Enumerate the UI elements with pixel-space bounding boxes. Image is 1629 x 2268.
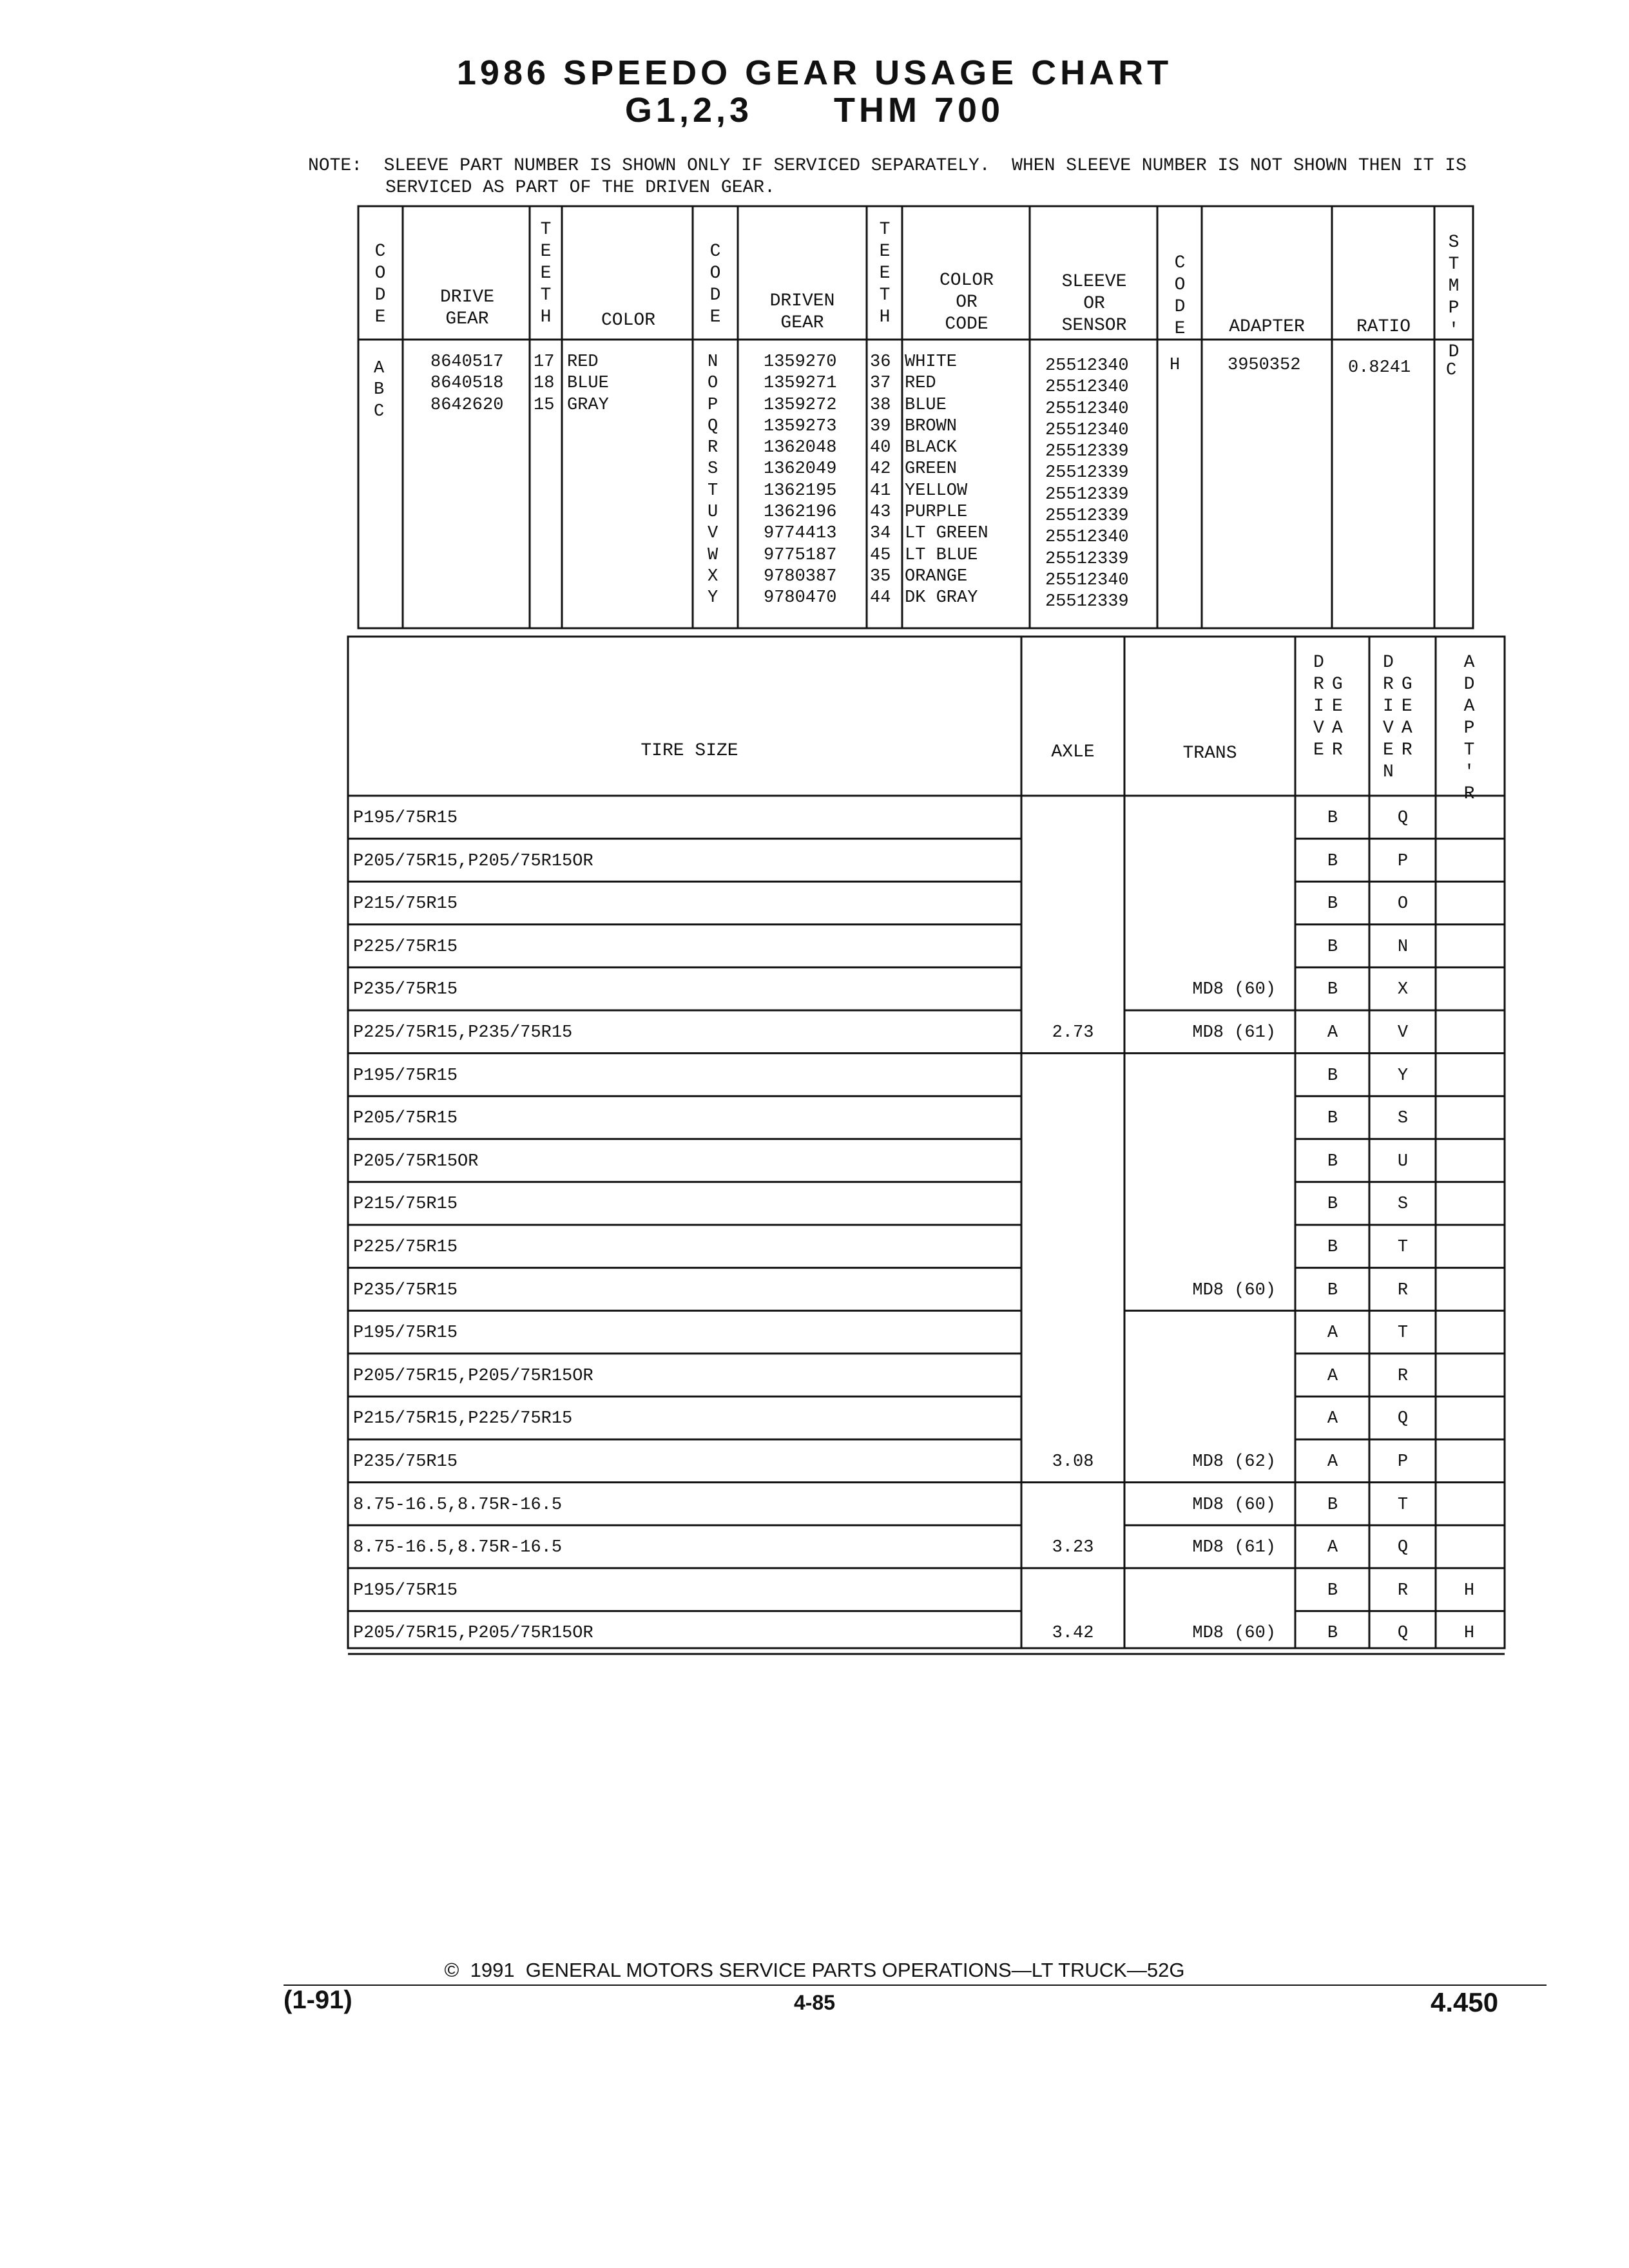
- drive-gear-cell: B: [1327, 1066, 1338, 1086]
- drive-gear-cell: B: [1327, 894, 1338, 914]
- tire-size-cell: P215/75R15,P225/75R15: [353, 1409, 573, 1429]
- tire-size-cell: P235/75R15: [353, 1280, 458, 1300]
- teeth-header-2: T E E T H: [879, 220, 891, 327]
- driven-gear-header-1: DRIVEN: [769, 291, 835, 311]
- driven-gear-cell: S: [1397, 1109, 1409, 1129]
- axle-cell: 2.73: [1052, 1023, 1094, 1043]
- tire-size-cell: P195/75R15: [353, 1066, 458, 1086]
- drive-code-list: A B C: [374, 359, 385, 421]
- teeth-header: T E E T H: [540, 220, 552, 327]
- tire-size-cell: P225/75R15,P235/75R15: [353, 1023, 573, 1043]
- driven-gear-cell: Q: [1397, 809, 1409, 828]
- drive-gear-cell: A: [1327, 1452, 1338, 1472]
- trans-cell: MD8 (60): [1192, 1624, 1276, 1644]
- driven-teeth-list: 36 37 38 39 40 42 41 43 34 45 35 44: [870, 352, 891, 608]
- footer-copyright: © 1991 GENERAL MOTORS SERVICE PARTS OPERATIONS—LT TRUCK—52G: [432, 1959, 1198, 1981]
- color-code-header-3: CODE: [945, 314, 988, 334]
- tire-size-cell: P235/75R15: [353, 1452, 458, 1472]
- tire-size-cell: P215/75R15: [353, 894, 458, 914]
- drive-gear-cell: B: [1327, 980, 1338, 1000]
- note-line-2: SERVICED AS PART OF THE DRIVEN GEAR.: [385, 178, 775, 198]
- drive-gear-cell: B: [1327, 1624, 1338, 1644]
- axle-cell: 3.23: [1052, 1538, 1094, 1558]
- stmpd-header: S T M P ' D: [1448, 233, 1460, 362]
- driven-gear-cell: T: [1397, 1495, 1409, 1515]
- tire-size-cell: P225/75R15: [353, 1238, 458, 1257]
- adapter-header: ADAPTER: [1229, 317, 1305, 337]
- driven-gear-header-2: GEAR: [780, 313, 824, 333]
- drive-gear-cell: B: [1327, 1495, 1338, 1515]
- driven-gear-cell: T: [1397, 1238, 1409, 1257]
- drive-gear-cell: B: [1327, 1238, 1338, 1257]
- tire-size-cell: 8.75-16.5,8.75R-16.5: [353, 1495, 563, 1515]
- driven-code-list: N O P Q R S T U V W X Y: [708, 352, 718, 608]
- sleeve-header-3: SENSOR: [1061, 316, 1127, 336]
- drive-gear-cell: B: [1327, 1195, 1338, 1215]
- drive-gear-list: 8640517 8640518 8642620: [430, 352, 504, 415]
- driven-gear-cell: R: [1397, 1581, 1409, 1600]
- drive-gear-cell: A: [1327, 1023, 1338, 1043]
- adapter-number: 3950352: [1228, 356, 1301, 375]
- drive-gear-cell: B: [1327, 1280, 1338, 1300]
- driven-gear-cell: V: [1397, 1023, 1409, 1043]
- tire-size-cell: P205/75R15OR: [353, 1151, 479, 1171]
- footer-copyright-wrap: [0, 1959, 1629, 1982]
- tire-size-cell: P235/75R15: [353, 980, 458, 1000]
- tire-size-cell: P195/75R15: [353, 1581, 458, 1600]
- footer-page: 4-85: [793, 1991, 836, 2014]
- driven-gear-cell: P: [1397, 1452, 1409, 1472]
- axle-cell: 3.42: [1052, 1624, 1094, 1644]
- tire-size-cell: P225/75R15: [353, 937, 458, 957]
- driven-gear-cell: Q: [1397, 1538, 1409, 1558]
- trans-cell: MD8 (60): [1192, 1495, 1276, 1515]
- adapter-cell: H: [1463, 1581, 1475, 1600]
- page-title: 1986 SPEEDO GEAR USAGE CHART: [456, 53, 1173, 92]
- tire-size-cell: P195/75R15: [353, 1323, 458, 1343]
- trans-cell: MD8 (61): [1192, 1538, 1276, 1558]
- tire-size-cell: P205/75R15: [353, 1109, 458, 1129]
- adapter-col-header: A D A P T ' R: [1463, 653, 1475, 804]
- tire-size-cell: P205/75R15,P205/75R15OR: [353, 851, 593, 871]
- code-header-2: C O D E: [709, 242, 721, 327]
- driven-color-list: WHITE RED BLUE BROWN BLACK GREEN YELLOW PURPLE LT GREEN LT BLUE ORANGE DK GRAY: [905, 352, 988, 608]
- color-code-header-1: COLOR: [939, 271, 994, 291]
- page-subtitle: G1,2,3 THM 700: [624, 91, 1005, 130]
- driven-gear-cell: Q: [1397, 1624, 1409, 1644]
- drive-gear-cell: A: [1327, 1538, 1338, 1558]
- code-header: C O D E: [374, 242, 386, 327]
- drive-gear-header: D R I V E G E A R: [1313, 653, 1343, 760]
- driven-gear-cell: R: [1397, 1366, 1409, 1386]
- driven-gear-list: 1359270 1359271 1359272 1359273 1362048 1362049 1362195 1362196 9774413 9775187 9780387 9780470: [764, 352, 837, 608]
- trans-header: TRANS: [1182, 744, 1237, 764]
- tire-size-cell: P205/75R15,P205/75R15OR: [353, 1366, 593, 1386]
- axle-cell: 3.08: [1052, 1452, 1094, 1472]
- sleeve-list: 25512340 25512340 25512340 25512340 25512339 25512339 25512339 25512339 25512340 25512339 25512340 25512339: [1045, 356, 1129, 612]
- drive-gear-cell: B: [1327, 851, 1338, 871]
- driven-gear-cell: Y: [1397, 1066, 1409, 1086]
- driven-gear-cell: S: [1397, 1195, 1409, 1215]
- driven-gear-cell: R: [1397, 1280, 1409, 1300]
- drive-gear-cell: B: [1327, 1109, 1338, 1129]
- note-line-1: NOTE: SLEEVE PART NUMBER IS SHOWN ONLY IF SERVICED SEPARATELY. WHEN SLEEVE NUMBER IS NOT SHOWN THEN IT IS: [308, 156, 1467, 176]
- drive-color-list: RED BLUE GRAY: [567, 352, 609, 415]
- drive-gear-cell: A: [1327, 1323, 1338, 1343]
- adapter-code: H: [1170, 356, 1181, 375]
- trans-cell: MD8 (61): [1192, 1023, 1276, 1043]
- tire-size-cell: 8.75-16.5,8.75R-16.5: [353, 1538, 563, 1558]
- driven-gear-cell: U: [1397, 1151, 1409, 1171]
- drive-teeth-list: 17 18 15: [534, 352, 555, 415]
- tire-size-header: TIRE SIZE: [641, 741, 738, 761]
- sleeve-header-1: SLEEVE: [1061, 272, 1127, 292]
- tire-size-cell: P205/75R15,P205/75R15OR: [353, 1624, 593, 1644]
- axle-header: AXLE: [1051, 742, 1095, 762]
- ratio-header: RATIO: [1356, 317, 1411, 337]
- tire-size-cell: P195/75R15: [353, 809, 458, 828]
- driven-gear-cell: X: [1397, 980, 1409, 1000]
- driven-gear-cell: Q: [1397, 1409, 1409, 1429]
- trans-cell: MD8 (60): [1192, 980, 1276, 1000]
- code-header-3: C O D E: [1174, 253, 1186, 339]
- tire-size-cell: P215/75R15: [353, 1195, 458, 1215]
- driven-gear-cell: T: [1397, 1323, 1409, 1343]
- trans-cell: MD8 (62): [1192, 1452, 1276, 1472]
- drive-gear-cell: B: [1327, 937, 1338, 957]
- trans-cell: MD8 (60): [1192, 1280, 1276, 1300]
- driven-gear-cell: P: [1397, 851, 1409, 871]
- color-code-header-2: OR: [956, 293, 978, 312]
- driven-gear-cell: O: [1397, 894, 1409, 914]
- color-header: COLOR: [601, 311, 655, 331]
- footer-date: (1-91): [284, 1986, 352, 2014]
- adapter-cell: H: [1463, 1624, 1475, 1644]
- drive-gear-header-1: DRIVE: [439, 287, 494, 307]
- drive-gear-cell: B: [1327, 809, 1338, 828]
- driven-gear-header: D R I V E N G E A R: [1383, 653, 1412, 782]
- driven-gear-cell: N: [1397, 937, 1409, 957]
- drive-gear-cell: A: [1327, 1409, 1338, 1429]
- drive-gear-cell: A: [1327, 1366, 1338, 1386]
- drive-gear-cell: B: [1327, 1581, 1338, 1600]
- ratio-value: 0.8241: [1348, 358, 1411, 378]
- footer-rule: [284, 1984, 1547, 1986]
- stmpd-value: C: [1446, 361, 1457, 380]
- drive-gear-header-2: GEAR: [445, 309, 489, 329]
- drive-gear-cell: B: [1327, 1151, 1338, 1171]
- footer-section: 4.450: [1431, 1987, 1499, 2017]
- sleeve-header-2: OR: [1083, 294, 1105, 314]
